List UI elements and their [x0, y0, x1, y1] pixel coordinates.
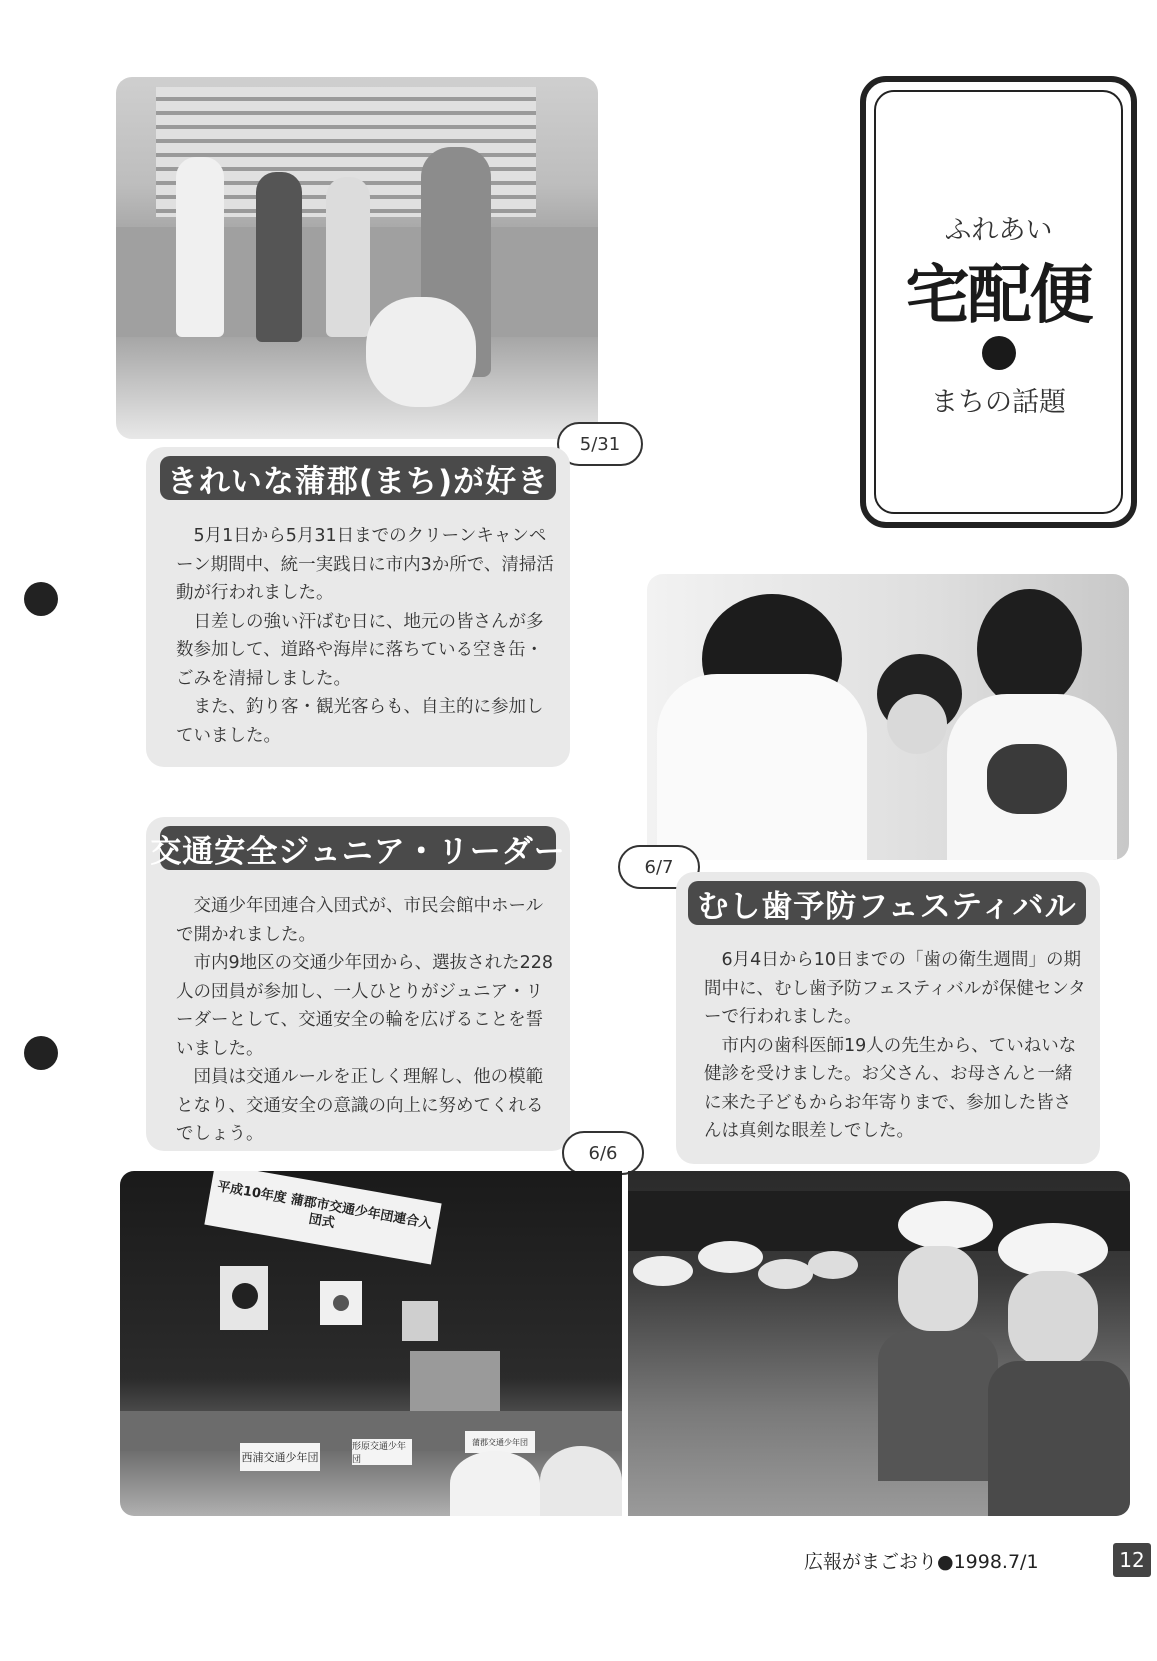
paragraph: 市内9地区の交通少年団から、選抜された228人の団員が参加し、一人ひとりがジュニア・リーダーとして、交通安全の輪を広げることを誓いました。 [176, 953, 554, 1059]
article-body-dental [704, 946, 1086, 1146]
article-title-traffic-safety: 交通安全ジュニア・リーダー [160, 826, 556, 870]
ceremony-banner: 平成10年度 蒲郡市交通少年団連合入団式 [204, 1171, 441, 1264]
paragraph: 交通少年団連合入団式が、市民会館中ホールで開かれました。 [176, 896, 544, 945]
photo-cleanup [116, 77, 598, 439]
photo-dental-checkup [647, 574, 1129, 860]
publication-footer: 広報がまごおり●1998.7/1 [804, 1551, 1039, 1573]
article-body-traffic-safety [176, 892, 554, 1149]
page-number: 12 [1113, 1543, 1151, 1577]
sign-gamagori: 蒲郡交通少年団 [465, 1431, 535, 1453]
paragraph: また、釣り客・観光客らも、自主的に参加していました。 [176, 697, 544, 746]
column-header [860, 76, 1137, 528]
date-badge-traffic-safety: 6/6 [562, 1131, 644, 1175]
photo-children-seated [628, 1171, 1130, 1516]
photo-ceremony-stage [120, 1171, 622, 1516]
bullet-dot [982, 336, 1016, 370]
column-title: 宅配便 [905, 259, 1092, 333]
paragraph: 日差しの強い汗ばむ日に、地元の皆さんが多数参加して、道路や海岸に落ちている空き缶・ごみを清掃しました。 [176, 611, 544, 689]
paragraph: 5月1日から5月31日までのクリーンキャンペーン期間中、統一実践日に市内3か所で、清掃活動が行われました。 [176, 526, 554, 603]
punch-hole-bottom [24, 1036, 58, 1070]
paragraph: 市内の歯科医師19人の先生から、ていねいな健診を受けました。お父さん、お母さんと一緒に来た子どもからお年寄りまで、参加した皆さんは真剣な眼差しでした。 [704, 1035, 1077, 1141]
sign-nishiura: 西浦交通少年団 [240, 1443, 320, 1471]
article-title-cleanup: きれいな蒲郡(まち)が好き [160, 456, 556, 500]
paragraph: 6月4日から10日までの「歯の衛生週間」の期間中に、むし歯予防フェスティバルが保健センターで行われました。 [704, 950, 1086, 1027]
column-subtitle: ふれあい [944, 215, 1053, 246]
date-badge-dental: 6/7 [618, 845, 700, 889]
article-body-cleanup [176, 522, 554, 750]
paragraph: 団員は交通ルールを正しく理解し、他の模範となり、交通安全の意識の向上に努めてくれるでしょう。 [176, 1067, 544, 1144]
punch-hole-top [24, 582, 58, 616]
sign-katahara: 形原交通少年団 [352, 1439, 412, 1465]
date-badge-cleanup: 5/31 [557, 422, 643, 466]
column-caption: まちの話題 [931, 387, 1066, 418]
article-title-dental: むし歯予防フェスティバル [688, 881, 1086, 925]
